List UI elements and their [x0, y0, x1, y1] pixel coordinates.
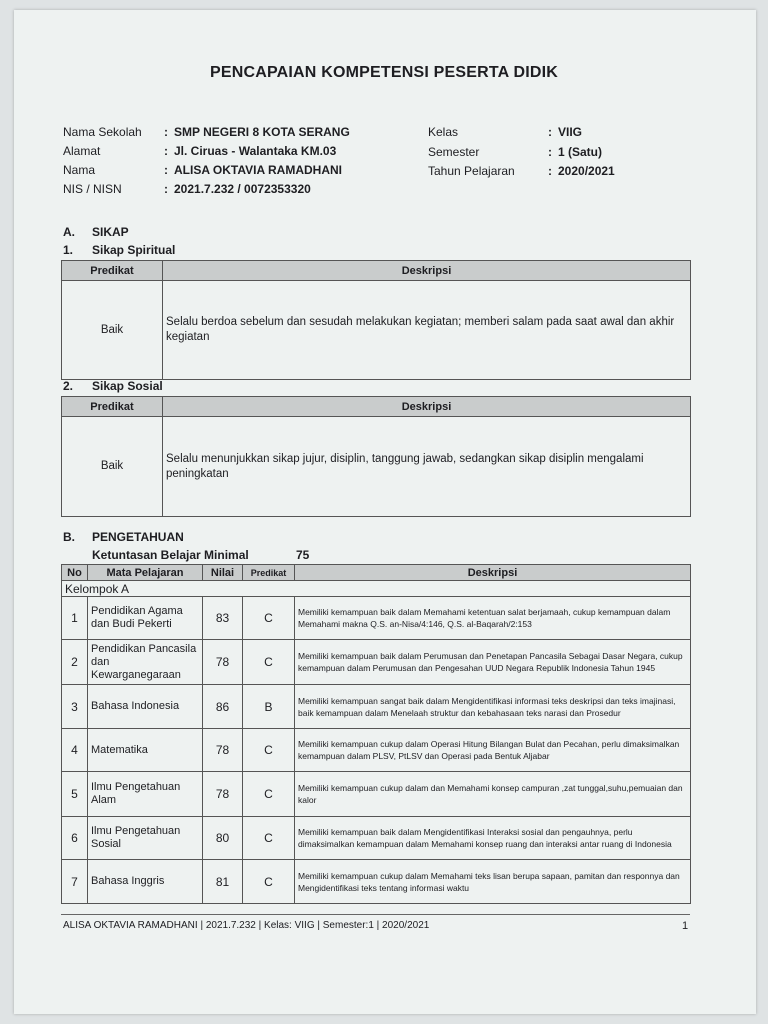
group-label: Kelompok A	[62, 581, 691, 597]
row-predikat: C	[243, 817, 295, 860]
label-nis-nisn: NIS / NISN	[63, 182, 122, 196]
table-row	[62, 685, 691, 729]
colon: :	[164, 163, 168, 177]
table-row	[62, 729, 691, 772]
group-row	[62, 581, 691, 597]
predikat-cell: Baik	[62, 281, 163, 380]
row-deskripsi: Memiliki kemampuan cukup dalam Operasi Hitung Bilangan Bulat dan Pecahan, perlu dimaksimalkan kemampuan dalam PLSV, PtLSV dan Operasi pada Bentuk Aljabar	[295, 729, 691, 772]
row-predikat: C	[243, 860, 295, 904]
pengetahuan-table	[61, 564, 691, 904]
table-row	[62, 281, 691, 380]
value-kelas: VIIG	[558, 125, 583, 139]
row-deskripsi: Memiliki kemampuan cukup dalam dan Memahami konsep campuran ,zat tunggal,suhu,pemuaian dan kalor	[295, 772, 691, 817]
row-no: 2	[62, 640, 88, 685]
label-semester: Semester	[428, 145, 480, 159]
header-predikat: Predikat	[62, 261, 163, 281]
header-no: No	[62, 565, 88, 581]
footer-text: ALISA OKTAVIA RAMADHANI | 2021.7.232 | Kelas: VIIG | Semester:1 | 2020/2021	[63, 920, 430, 931]
label-alamat: Alamat	[63, 144, 101, 158]
predikat-cell: Baik	[62, 417, 163, 517]
row-nilai: 78	[203, 729, 243, 772]
colon: :	[164, 125, 168, 139]
deskripsi-cell: Selalu menunjukkan sikap jujur, disiplin, tanggung jawab, sedangkan sikap disiplin mengalami peningkatan	[163, 417, 691, 517]
sikap-sosial-number: 2.	[63, 379, 74, 393]
row-nilai: 83	[203, 597, 243, 640]
row-predikat: C	[243, 640, 295, 685]
row-deskripsi: Memiliki kemampuan cukup dalam Memahami teks lisan berupa sapaan, pamitan dan responnya dan Mengidentifikasi teks tentang informasi waktu	[295, 860, 691, 904]
colon: :	[548, 125, 552, 139]
label-nama: Nama	[63, 163, 96, 177]
footer-divider	[61, 914, 690, 915]
table-header-row	[62, 565, 691, 581]
row-predikat: B	[243, 685, 295, 729]
deskripsi-cell: Selalu berdoa sebelum dan sesudah melakukan kegiatan; memberi salam pada saat awal dan akhir kegiatan	[163, 281, 691, 380]
table-row	[62, 772, 691, 817]
row-subject: Bahasa Indonesia	[88, 685, 203, 729]
row-subject: Ilmu Pengetahuan Sosial	[88, 817, 203, 860]
row-deskripsi: Memiliki kemampuan baik dalam Perumusan dan Penetapan Pancasila Sebagai Dasar Negara, cukup kemampuan dalam Perumusan dan Pengesahan UUD Negara Republik Indonesia Tahun 1945	[295, 640, 691, 685]
row-predikat: C	[243, 772, 295, 817]
value-nama-sekolah: SMP NEGERI 8 KOTA SERANG	[174, 125, 350, 139]
row-deskripsi: Memiliki kemampuan baik dalam Memahami ketentuan salat berjamaah, cukup kemampuan dalam Memahami makna Q.S. an-Nisa/4:146, Q.S. al-Baqarah/2:153	[295, 597, 691, 640]
row-no: 5	[62, 772, 88, 817]
row-no: 4	[62, 729, 88, 772]
label-nama-sekolah: Nama Sekolah	[63, 125, 142, 139]
colon: :	[548, 164, 552, 178]
row-predikat: C	[243, 597, 295, 640]
sikap-spiritual-number: 1.	[63, 243, 74, 257]
page-number: 1	[682, 920, 689, 932]
section-b-heading: PENGETAHUAN	[92, 530, 184, 544]
section-b-letter: B.	[63, 530, 75, 544]
row-nilai: 81	[203, 860, 243, 904]
colon: :	[164, 144, 168, 158]
table-header-row	[62, 397, 691, 417]
section-a-heading: SIKAP	[92, 225, 129, 239]
header-predikat: Predikat	[62, 397, 163, 417]
row-subject: Bahasa Inggris	[88, 860, 203, 904]
row-nilai: 78	[203, 772, 243, 817]
row-subject: Ilmu Pengetahuan Alam	[88, 772, 203, 817]
row-no: 3	[62, 685, 88, 729]
row-deskripsi: Memiliki kemampuan sangat baik dalam Mengidentifikasi informasi teks deskripsi dan teks imajinasi, baik kemampuan dalam Menelaah struktur dan kebahasaan teks narasi dan Prosedur	[295, 685, 691, 729]
row-predikat: C	[243, 729, 295, 772]
row-subject: Pendidikan Agama dan Budi Pekerti	[88, 597, 203, 640]
row-no: 7	[62, 860, 88, 904]
header-deskripsi: Deskripsi	[163, 261, 691, 281]
header-deskripsi: Deskripsi	[163, 397, 691, 417]
row-nilai: 80	[203, 817, 243, 860]
row-subject: Pendidikan Pancasila dan Kewarganegaraan	[88, 640, 203, 685]
value-nis-nisn: 2021.7.232 / 0072353320	[174, 182, 311, 196]
row-no: 1	[62, 597, 88, 640]
value-nama: ALISA OKTAVIA RAMADHANI	[174, 163, 342, 177]
header-nilai: Nilai	[203, 565, 243, 581]
label-kelas: Kelas	[428, 125, 459, 139]
table-row	[62, 597, 691, 640]
sikap-spiritual-title: Sikap Spiritual	[92, 243, 176, 257]
kbm-value: 75	[296, 548, 310, 562]
table-row	[62, 640, 691, 685]
row-no: 6	[62, 817, 88, 860]
value-tahun-pelajaran: 2020/2021	[558, 164, 615, 178]
row-nilai: 78	[203, 640, 243, 685]
row-nilai: 86	[203, 685, 243, 729]
page-title: PENCAPAIAN KOMPETENSI PESERTA DIDIK	[209, 64, 559, 81]
colon: :	[164, 182, 168, 196]
table-row	[62, 417, 691, 517]
value-semester: 1 (Satu)	[558, 145, 603, 159]
sikap-sosial-table	[61, 396, 691, 517]
kbm-label: Ketuntasan Belajar Minimal	[92, 548, 249, 562]
header-predikat: Predikat	[243, 565, 295, 581]
section-a-letter: A.	[63, 225, 75, 239]
sikap-spiritual-table	[61, 260, 691, 380]
header-deskripsi: Deskripsi	[295, 565, 691, 581]
table-row	[62, 860, 691, 904]
sikap-sosial-title: Sikap Sosial	[92, 379, 163, 393]
colon: :	[548, 145, 552, 159]
value-alamat: Jl. Ciruas - Walantaka KM.03	[174, 144, 337, 158]
row-deskripsi: Memiliki kemampuan baik dalam Mengidentifikasi Interaksi sosial dan pengauhnya, perlu dimaksimalkan kemampuan dalam Memahami konsep ruang dan interaksi antar ruang di Indonesia	[295, 817, 691, 860]
table-header-row	[62, 261, 691, 281]
label-tahun-pelajaran: Tahun Pelajaran	[428, 164, 515, 178]
header-mata-pelajaran: Mata Pelajaran	[88, 565, 203, 581]
table-row	[62, 817, 691, 860]
row-subject: Matematika	[88, 729, 203, 772]
